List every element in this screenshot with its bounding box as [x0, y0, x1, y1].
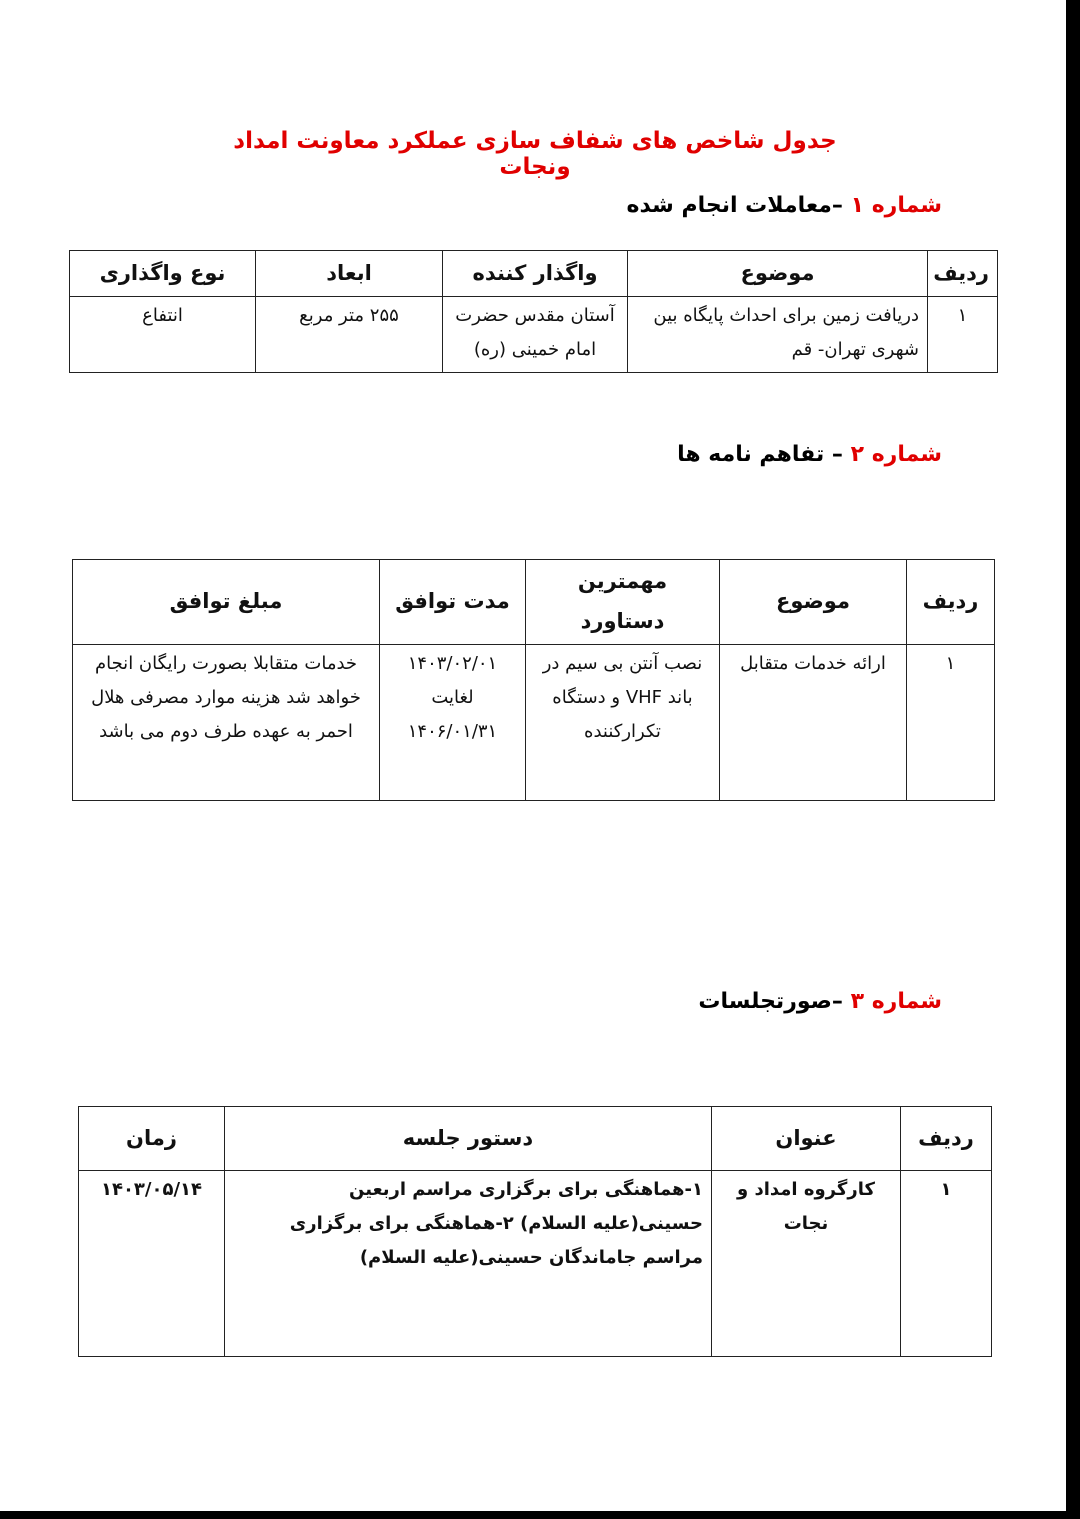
- header-subject: موضوع: [628, 251, 928, 297]
- section-1-name: –معاملات انجام شده: [626, 193, 843, 218]
- page-bottom-edge: [0, 1511, 1080, 1519]
- cell-agenda: ۱-هماهنگی برای برگزاری مراسم اربعین حسینی(علیه السلام) ۲-هماهنگی برای برگزاری مراسم جاماندگان حسینی(علیه السلام): [225, 1171, 712, 1357]
- table-row: [73, 644, 995, 800]
- header-amount: مبلغ توافق: [73, 560, 380, 645]
- section-3-name: –صورتجلسات: [698, 989, 843, 1014]
- cell-amount: خدمات متقابلا بصورت رایگان انجام خواهد شد هزینه موارد مصرفی هلال احمر به عهده طرف دوم می باشد: [73, 644, 380, 800]
- cell-achievement: نصب آنتن بی سیم در باند VHF و دستگاه تکرارکننده: [526, 644, 720, 800]
- header-title: عنوان: [712, 1107, 901, 1171]
- cell-duration: ۱۴۰۳/۰۲/۰۱ لغایت ۱۴۰۶/۰۱/۳۱: [380, 644, 526, 800]
- cell-subject: ارائه خدمات متقابل: [720, 644, 907, 800]
- header-row-number: ردیف: [928, 251, 998, 297]
- section-3-number: شماره ۳: [850, 989, 942, 1014]
- header-assignment-type: نوع واگذاری: [70, 251, 256, 297]
- cell-title: کارگروه امداد و نجات: [712, 1171, 901, 1357]
- header-achievement: مهمترین دستاورد: [526, 560, 720, 645]
- header-row-number: ردیف: [907, 560, 995, 645]
- minutes-table: [78, 1106, 992, 1357]
- header-row-number: ردیف: [901, 1107, 992, 1171]
- table-header-row: [70, 251, 998, 297]
- document-title: جدول شاخص های شفاف سازی عملکرد معاونت امداد ونجات: [233, 128, 837, 180]
- cell-time: ۱۴۰۳/۰۵/۱۴: [79, 1171, 225, 1357]
- cell-row-number: ۱: [928, 297, 998, 373]
- header-agenda: دستور جلسه: [225, 1107, 712, 1171]
- transactions-table: [69, 250, 998, 373]
- header-dimensions: ابعاد: [256, 251, 443, 297]
- table-row: [79, 1171, 992, 1357]
- page-right-edge: [1066, 0, 1080, 1519]
- table-row: [70, 297, 998, 373]
- table-header-row: [73, 560, 995, 645]
- cell-row-number: ۱: [901, 1171, 992, 1357]
- memoranda-table: [72, 559, 995, 801]
- section-2-number: شماره ۲: [850, 442, 942, 467]
- section-2-name: – تفاهم نامه ها: [677, 442, 843, 467]
- table-header-row: [79, 1107, 992, 1171]
- header-duration: مدت توافق: [380, 560, 526, 645]
- cell-subject: دریافت زمین برای احداث پایگاه بین شهری تهران- قم: [628, 297, 928, 373]
- section-3-heading: [560, 989, 942, 1014]
- header-subject: موضوع: [720, 560, 907, 645]
- section-2-heading: [560, 442, 942, 467]
- cell-assignor: آستان مقدس حضرت امام خمینی (ره): [443, 297, 628, 373]
- cell-row-number: ۱: [907, 644, 995, 800]
- section-1-heading: [560, 193, 942, 218]
- cell-assignment-type: انتفاع: [70, 297, 256, 373]
- section-1-number: شماره ۱: [850, 193, 942, 218]
- cell-dimensions: ۲۵۵ متر مربع: [256, 297, 443, 373]
- header-time: زمان: [79, 1107, 225, 1171]
- header-assignor: واگذار کننده: [443, 251, 628, 297]
